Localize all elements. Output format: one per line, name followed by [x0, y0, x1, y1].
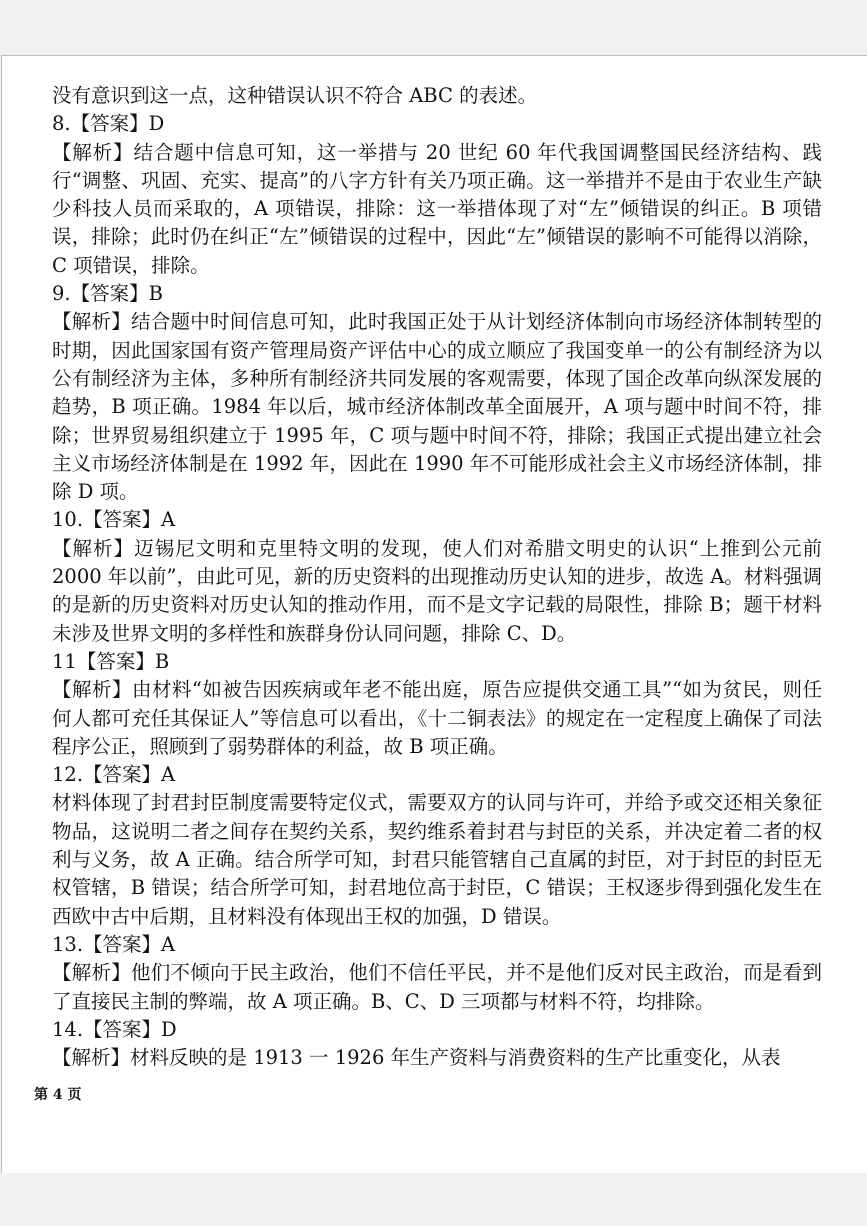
answer-10-explanation: 【解析】迈锡尼文明和克里特文明的发现，使人们对希腊文明史的认识“上推到公元前 2000 年以前”，由此可见，新的历史资料的出现推动历史认知的进步，故选 A。材料强调的是新的历史资料对历史认知的推动作用，而不是文字记载的局限性，排除 B；题干材料未涉及世界文明的多样性和族群身份认同问题，排除 C、D。: [52, 536, 822, 645]
answer-10-heading: 10.【答案】A: [52, 508, 176, 532]
answer-12-explanation: 材料体现了封君封臣制度需要特定仪式，需要双方的认同与许可，并给予或交还相关象征物品，这说明二者之间存在契约关系，契约维系着封君与封臣的关系，并决定着二者的权利与义务，故 A 正确。结合所学可知，封君只能管辖自己直属的封臣，对于封臣的封臣无权管辖，B 错误；结合所学可知，封君地位高于封臣，C 错误；王权逐步得到强化发生在西欧中古中后期，且材料没有体现出王权的加强，D 错误。: [52, 791, 822, 928]
page-number: 第 4 页: [34, 1087, 82, 1103]
answer-9-heading: 9.【答案】B: [52, 282, 163, 306]
answer-13-explanation: 【解析】他们不倾向于民主政治，他们不信任平民，并不是他们反对民主政治，而是看到了直接民主制的弊端，故 A 项正确。B、C、D 三项都与材料不符，均排除。: [52, 961, 822, 1013]
answer-11-explanation: 【解析】由材料“如被告因疾病或年老不能出庭，原告应提供交通工具”“如为贫民，则任何人都可充任其保证人”等信息可以看出，《十二铜表法》的规定在一定程度上确保了司法程序公正，照顾到了弱势群体的利益，故 B 项正确。: [52, 678, 822, 758]
answer-14-heading: 14.【答案】D: [52, 1017, 177, 1041]
answer-content: [52, 82, 822, 1072]
answer-9-explanation: 【解析】结合题中时间信息可知，此时我国正处于从计划经济体制向市场经济体制转型的时期，因此国家国有资产管理局资产评估中心的成立顺应了我国变单一的公有制经济为以公有制经济为主体，多种所有制经济共同发展的客观需要，体现了国企改革向纵深发展的趋势，B 项正确。1984 年以后，城市经济体制改革全面展开，A 项与题中时间不符，排除；世界贸易组织建立于 1995 年，C 项与题中时间不符，排除；我国正式提出建立社会主义市场经济体制是在 1992 年，因此在 1990 年不可能形成社会主义市场经济体制，排除 D 项。: [52, 310, 822, 504]
answer-13-heading: 13.【答案】A: [52, 932, 176, 956]
answer-12-heading: 12.【答案】A: [52, 763, 176, 787]
answer-8-heading: 8.【答案】D: [52, 112, 165, 136]
answer-14-explanation: 【解析】材料反映的是 1913 一 1926 年生产资料与消费资料的生产比重变化，从表: [52, 1046, 781, 1070]
document-page: [1, 55, 867, 1173]
answer-11-heading: 11【答案】B: [52, 649, 170, 673]
paragraph-continuation: 没有意识到这一点，这种错误认识不符合 ABC 的表述。: [52, 84, 538, 107]
answer-8-explanation: 【解析】结合题中信息可知，这一举措与 20 世纪 60 年代我国调整国民经济结构、践行“调整、巩固、充实、提高”的八字方针有关乃项正确。这一举措并不是由于农业生产缺少科技人员而采取的，A 项错误，排除：这一举措体现了对“左”倾错误的纠正。B 项错误，排除；此时仍在纠正“左”倾错误的过程中，因此“左”倾错误的影响不可能得以消除，C 项错误，排除。: [52, 140, 822, 277]
